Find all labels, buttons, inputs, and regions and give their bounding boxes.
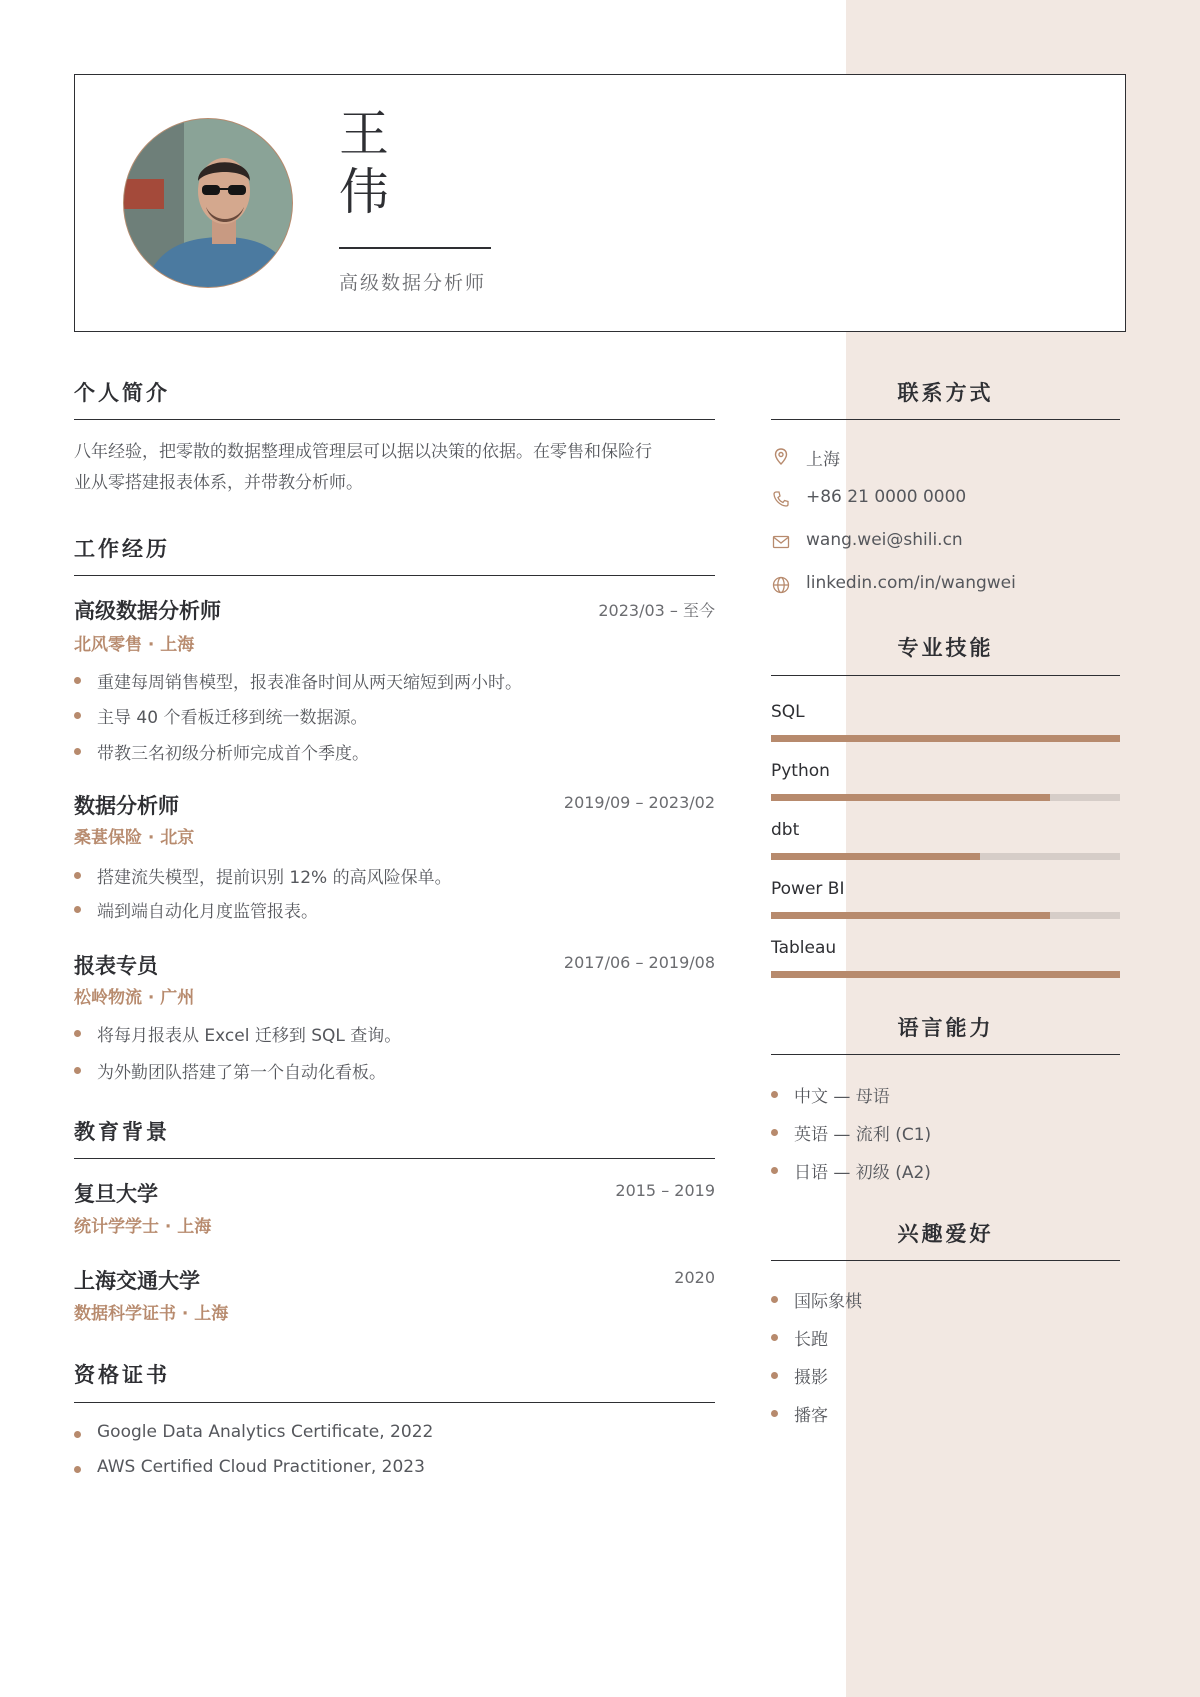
list-item: 为外勤团队搭建了第一个自动化看板。 <box>74 1058 386 1083</box>
experience-rule <box>74 575 715 576</box>
globe-icon <box>771 575 791 595</box>
skill-bar-fill <box>771 735 1120 742</box>
list-item: 中文 — 母语 <box>771 1082 890 1107</box>
phone-icon <box>771 489 791 509</box>
summary-heading: 个人简介 <box>74 381 170 405</box>
education-rule <box>74 1158 715 1159</box>
education-date: 2020 <box>674 1268 715 1287</box>
person-name: 王伟 <box>339 105 389 221</box>
list-item: Google Data Analytics Certificate, 2022 <box>74 1422 433 1442</box>
skill-bar <box>771 794 1120 801</box>
header <box>74 74 1126 332</box>
school-name: 复旦大学 <box>74 1182 158 1206</box>
skill-bar-fill <box>771 912 1050 919</box>
interests-rule <box>771 1260 1120 1261</box>
skill-name: Tableau <box>771 938 837 958</box>
education-heading: 教育背景 <box>74 1120 170 1144</box>
contact-value: 上海 <box>806 450 840 470</box>
skill-bar <box>771 971 1120 978</box>
contact-rule <box>771 419 1120 420</box>
skill-name: Power BI <box>771 879 845 899</box>
summary-rule <box>74 419 715 420</box>
contact-value[interactable]: linkedin.com/in/wangwei <box>806 573 1016 593</box>
list-item: 国际象棋 <box>771 1287 862 1312</box>
skill-bar <box>771 912 1120 919</box>
certifications-heading: 资格证书 <box>74 1363 170 1387</box>
school-name: 上海交通大学 <box>74 1269 200 1293</box>
list-item: 日语 — 初级 (A2) <box>771 1158 931 1183</box>
list-item: 重建每周销售模型，报表准备时间从两天缩短到两小时。 <box>74 668 522 693</box>
summary-line: 八年经验，把零散的数据整理成管理层可以据以决策的依据。在零售和保险行 <box>74 442 652 462</box>
summary-line: 业从零搭建报表体系，并带教分析师。 <box>74 473 363 493</box>
languages-heading: 语言能力 <box>897 1016 994 1040</box>
skill-name: Python <box>771 761 830 781</box>
job-title: 报表专员 <box>74 954 158 978</box>
job-org: 北风零售 · 上海 <box>74 635 195 655</box>
job-date: 2017/06 – 2019/08 <box>563 953 715 972</box>
mail-icon <box>771 532 791 552</box>
degree: 统计学学士 · 上海 <box>74 1217 212 1237</box>
skills-rule <box>771 675 1120 676</box>
job-title: 高级数据分析师 <box>74 599 221 623</box>
skill-bar-fill <box>771 971 1120 978</box>
skill-name: dbt <box>771 820 800 840</box>
list-item: 端到端自动化月度监管报表。 <box>74 897 318 922</box>
job-org: 松岭物流 · 广州 <box>74 988 195 1008</box>
education-date: 2015 – 2019 <box>615 1181 715 1200</box>
list-item: 英语 — 流利 (C1) <box>771 1120 931 1145</box>
interests-heading: 兴趣爱好 <box>897 1222 994 1246</box>
avatar <box>123 118 293 288</box>
name-divider <box>339 247 491 249</box>
list-item: AWS Certified Cloud Practitioner, 2023 <box>74 1457 425 1477</box>
contact-value[interactable]: wang.wei@shili.cn <box>806 530 963 550</box>
job-org: 桑葚保险 · 北京 <box>74 828 195 848</box>
location-pin-icon <box>771 447 791 467</box>
list-item: 将每月报表从 Excel 迁移到 SQL 查询。 <box>74 1021 401 1046</box>
languages-rule <box>771 1054 1120 1055</box>
list-item: 播客 <box>771 1401 828 1426</box>
job-title: 高级数据分析师 <box>339 272 487 294</box>
job-date: 2019/09 – 2023/02 <box>563 793 715 812</box>
job-date: 2023/03 – 至今 <box>598 601 715 620</box>
job-title: 数据分析师 <box>74 794 179 818</box>
list-item: 摄影 <box>771 1363 828 1388</box>
skill-bar-fill <box>771 794 1050 801</box>
degree: 数据科学证书 · 上海 <box>74 1304 229 1324</box>
contact-heading: 联系方式 <box>897 381 994 405</box>
experience-heading: 工作经历 <box>74 537 170 561</box>
list-item: 带教三名初级分析师完成首个季度。 <box>74 739 369 764</box>
skill-bar <box>771 853 1120 860</box>
skill-name: SQL <box>771 702 805 722</box>
contact-value: +86 21 0000 0000 <box>806 487 967 507</box>
list-item: 主导 40 个看板迁移到统一数据源。 <box>74 703 367 728</box>
skill-bar <box>771 735 1120 742</box>
certifications-rule <box>74 1402 715 1403</box>
skill-bar-fill <box>771 853 980 860</box>
list-item: 长跑 <box>771 1325 828 1350</box>
skills-heading: 专业技能 <box>897 636 994 660</box>
list-item: 搭建流失模型，提前识别 12% 的高风险保单。 <box>74 863 452 888</box>
